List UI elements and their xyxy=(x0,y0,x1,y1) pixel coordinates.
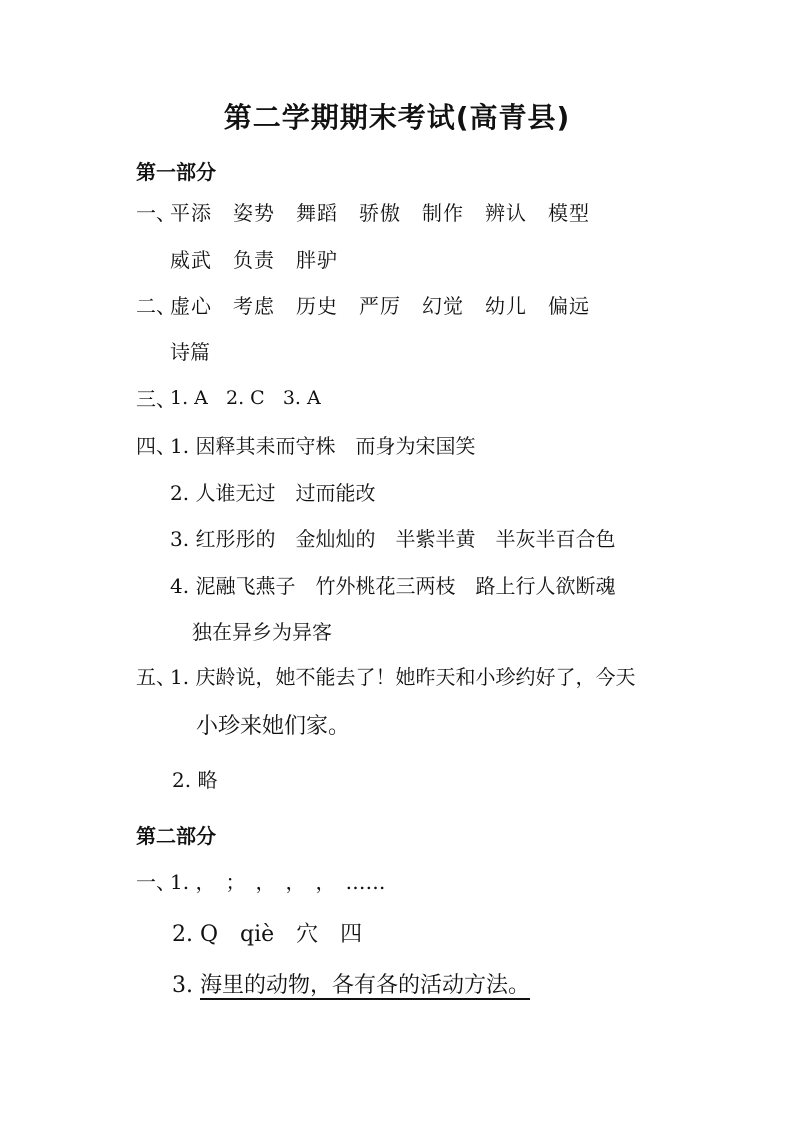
part1-q5-prefix: 五、 xyxy=(136,665,176,689)
part2-q1-item3-answer: 海里的动物，各有各的活动方法。 xyxy=(199,973,530,998)
part1-q4-item2: 2. 人谁无过 过而能改 xyxy=(170,481,376,505)
part2-q1-item1: 1. ， ； ， ， ， …… xyxy=(170,870,386,894)
part2-q1-item3-number: 3. xyxy=(172,973,200,998)
part1-q1-row1: 平添 姿势 舞蹈 骄傲 制作 辨认 模型 xyxy=(170,201,590,225)
part1-q5-item1: 1. 庆龄说，她不能去了！她昨天和小珍约好了，今天 xyxy=(170,665,636,689)
part1-q3-answers: 1. A 2. C 3. A xyxy=(170,387,321,409)
part1-q2-row2: 诗篇 xyxy=(170,340,210,364)
part1-q3-prefix: 三、 xyxy=(136,387,176,411)
part1-q2-row1: 虚心 考虑 历史 严厉 幻觉 幼儿 偏远 xyxy=(170,294,590,318)
part2-heading: 第二部分 xyxy=(136,824,216,848)
part2-q1-item2: 2. Q qiè 穴 四 xyxy=(172,922,363,947)
part1-q4-item3: 3. 红彤彤的 金灿灿的 半紫半黄 半灰半百合色 xyxy=(170,527,616,551)
page-title: 第二学期期末考试(高青县) xyxy=(223,101,571,134)
part2-q1-item3 xyxy=(172,975,530,997)
part1-q5-item2: 2. 略 xyxy=(172,768,218,792)
part1-q2-prefix: 二、 xyxy=(136,294,176,318)
part1-q1-row2: 威武 负责 胖驴 xyxy=(170,248,338,272)
part2-q1-prefix: 一、 xyxy=(136,870,176,894)
part1-q5-item1-continued: 小珍来她们家。 xyxy=(196,714,351,739)
part1-q4-item4-continued: 独在异乡为异客 xyxy=(192,620,332,644)
part1-heading: 第一部分 xyxy=(136,160,216,184)
part1-q1-prefix: 一、 xyxy=(136,201,176,225)
part1-q4-prefix: 四、 xyxy=(136,434,176,458)
part1-q4-item1: 1. 因释其耒而守株 而身为宋国笑 xyxy=(170,434,476,458)
part1-q4-item4: 4. 泥融飞燕子 竹外桃花三两枝 路上行人欲断魂 xyxy=(170,574,616,598)
